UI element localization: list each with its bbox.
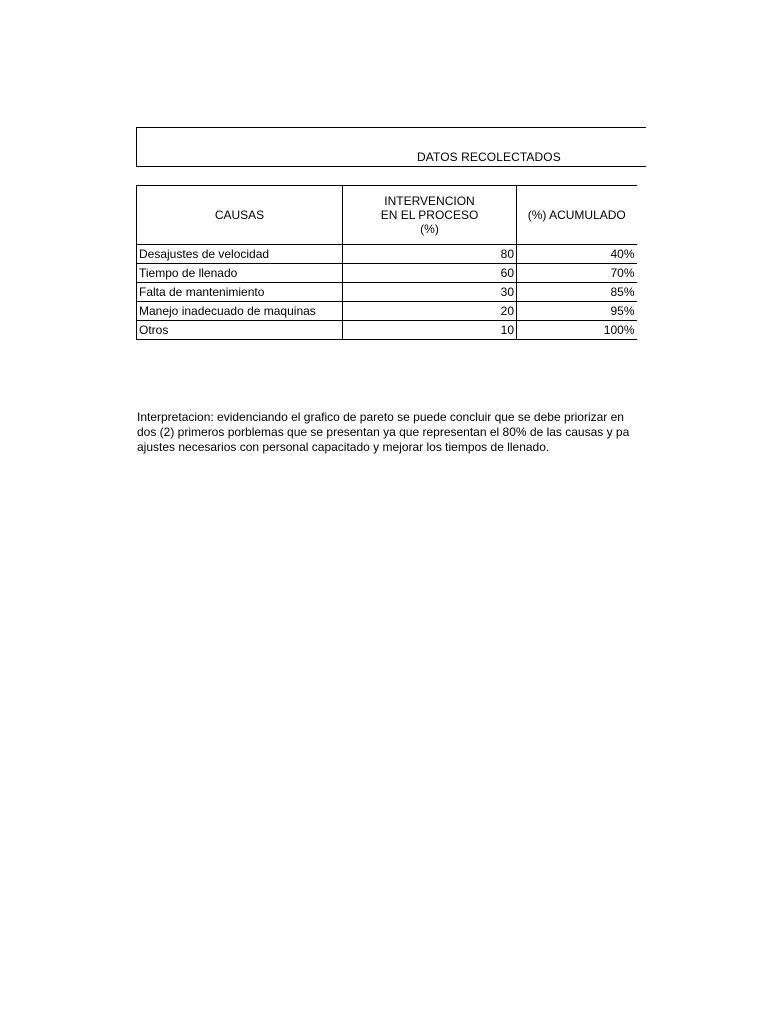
cell-intervencion: 30 — [343, 283, 517, 302]
cell-causa: Desajustes de velocidad — [137, 245, 343, 264]
table-row — [137, 245, 637, 264]
cell-intervencion: 20 — [343, 302, 517, 321]
table-row — [137, 302, 637, 321]
header-acumulado: (%) ACUMULADO — [517, 186, 637, 245]
data-table — [136, 185, 637, 340]
header-intervencion-line1: INTERVENCION — [384, 194, 475, 208]
cell-causa: Manejo inadecuado de maquinas — [137, 302, 343, 321]
cell-acumulado: 100% — [517, 321, 637, 340]
cell-causa: Otros — [137, 321, 343, 340]
cell-acumulado: 95% — [517, 302, 637, 321]
cell-intervencion: 60 — [343, 264, 517, 283]
header-intervencion — [343, 186, 517, 245]
table-row — [137, 264, 637, 283]
cell-acumulado: 85% — [517, 283, 637, 302]
interpretation-line: ajustes necesarios con personal capacitado y mejorar los tiempos de llenado. — [137, 440, 550, 454]
cell-causa: Falta de mantenimiento — [137, 283, 343, 302]
cell-acumulado: 70% — [517, 264, 637, 283]
table-row — [137, 321, 637, 340]
cell-intervencion: 10 — [343, 321, 517, 340]
table-header-row — [137, 186, 637, 245]
table-row — [137, 283, 637, 302]
header-intervencion-line2: EN EL PROCESO — [380, 208, 479, 222]
cell-acumulado: 40% — [517, 245, 637, 264]
title-box — [136, 127, 646, 167]
cell-intervencion: 80 — [343, 245, 517, 264]
header-intervencion-line3: (%) — [420, 222, 439, 236]
interpretation-line: dos (2) primeros porblemas que se presentan ya que representan el 80% de las causas y pa — [137, 425, 630, 439]
interpretation-line: Interpretacion: evidenciando el grafico de pareto se puede concluir que se debe priorizar en — [137, 410, 624, 424]
interpretation-text — [137, 410, 646, 455]
cell-causa: Tiempo de llenado — [137, 264, 343, 283]
page-title: DATOS RECOLECTADOS — [417, 150, 561, 164]
header-causas: CAUSAS — [137, 186, 343, 245]
